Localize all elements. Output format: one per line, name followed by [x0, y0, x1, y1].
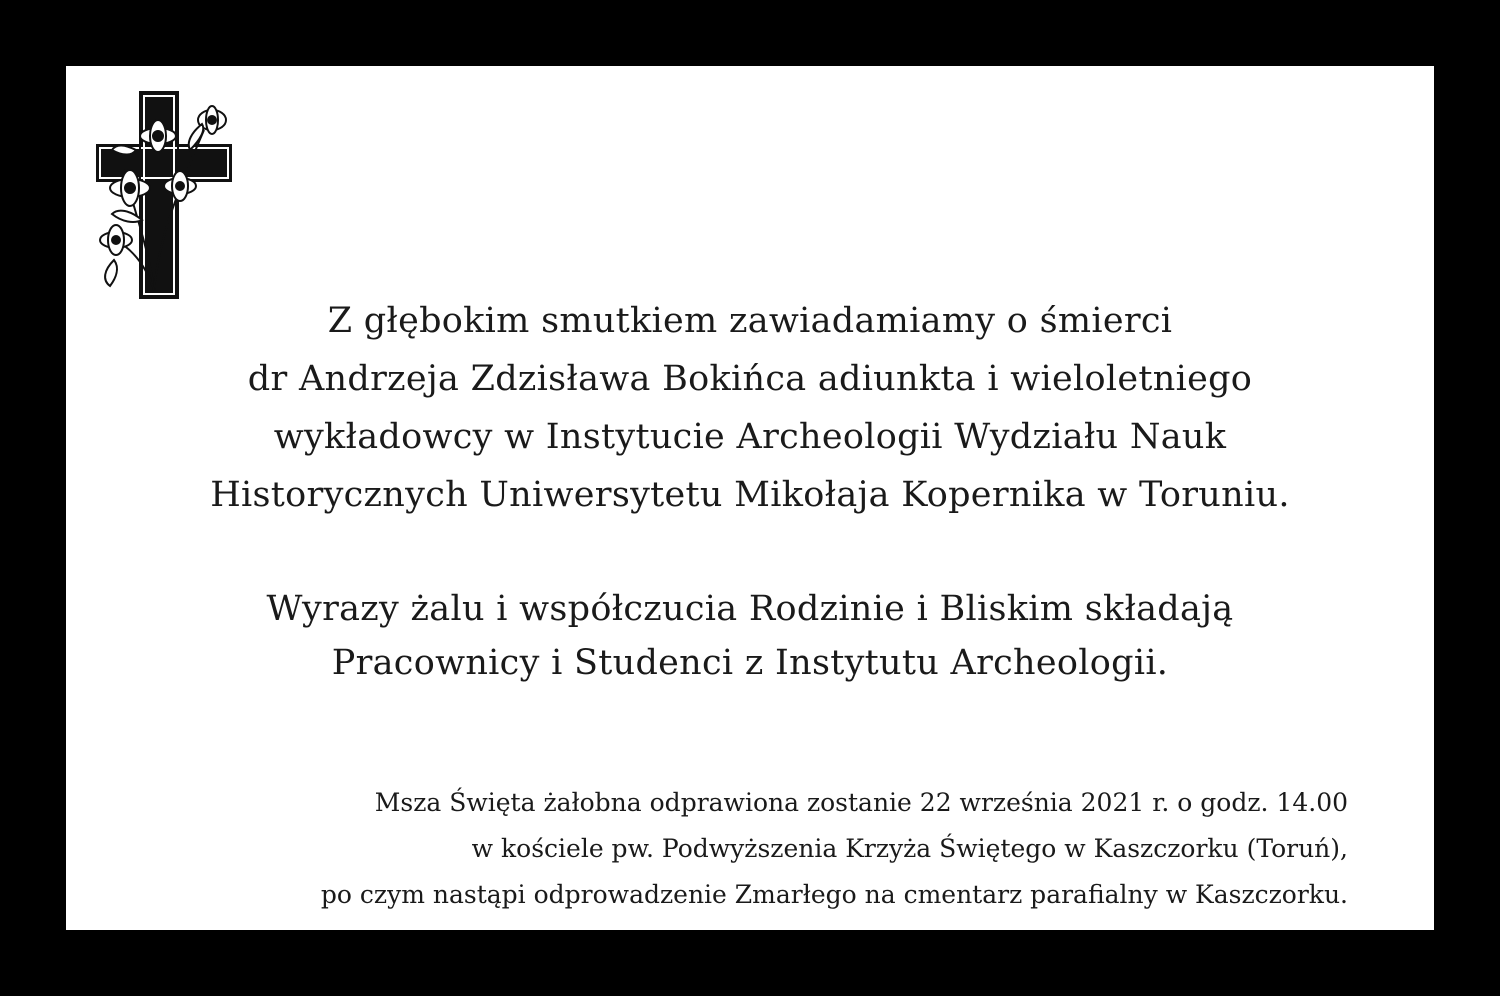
announcement [66, 292, 1434, 524]
mass-info-line: po czym nastąpi odprowadzenie Zmarłego na cmentarz parafialny w Kaszczorku. [320, 880, 1348, 909]
condolence-line: Wyrazy żalu i współczucia Rodzinie i Bliskim składają [266, 589, 1234, 629]
funeral-mass-info [321, 780, 1348, 918]
condolence-line: Pracownicy i Studenci z Instytutu Archeologii. [331, 643, 1169, 683]
obituary-card [66, 66, 1434, 930]
announcement-line: wykładowcy w Instytucie Archeologii Wydziału Nauk [273, 417, 1227, 457]
mass-info-line: w kościele pw. Podwyższenia Krzyża Świętego w Kaszczorku (Toruń), [471, 834, 1348, 863]
announcement-line: Z głębokim smutkiem zawiadamiamy o śmierci [327, 301, 1173, 341]
condolence-message [66, 582, 1434, 690]
cross-with-lilies-icon [94, 90, 234, 302]
announcement-line: Historycznych Uniwersytetu Mikołaja Kopernika w Toruniu. [210, 475, 1290, 515]
announcement-line: dr Andrzeja Zdzisława Bokińca adiunkta i wieloletniego [247, 359, 1253, 399]
mass-info-line: Msza Święta żałobna odprawiona zostanie 22 września 2021 r. o godz. 14.00 [374, 788, 1348, 817]
